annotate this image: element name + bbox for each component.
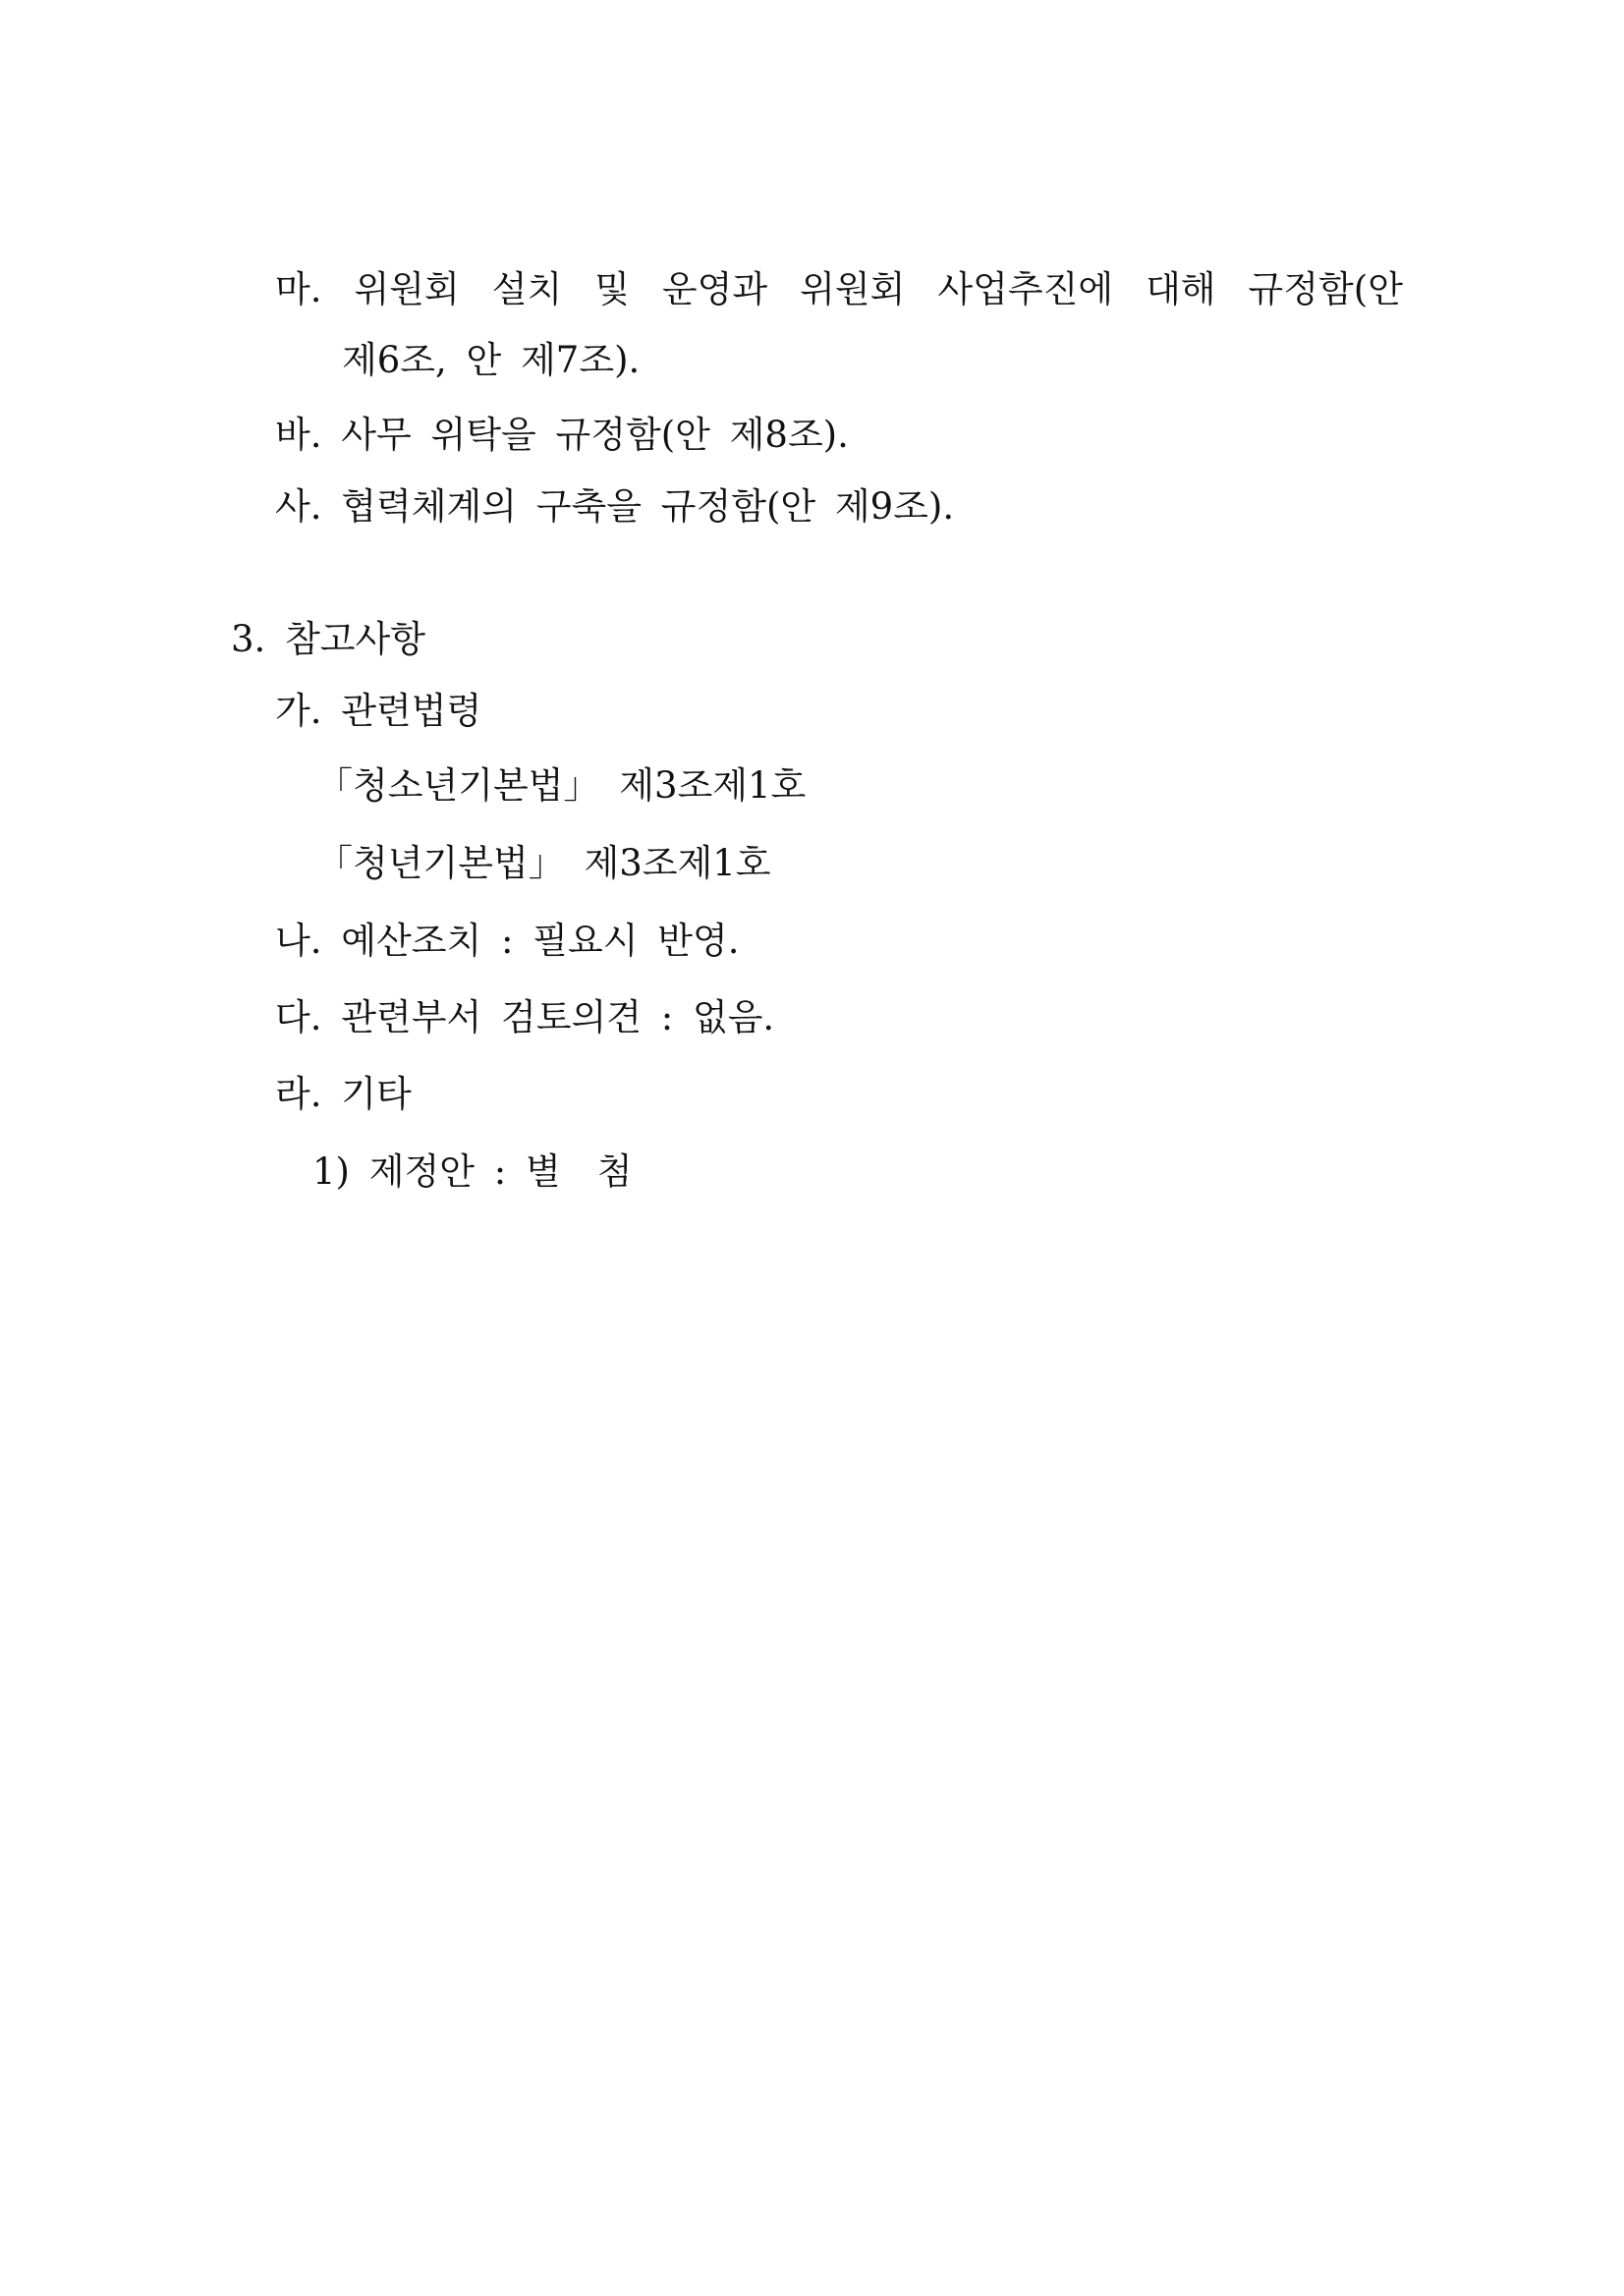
item-ma-word: 마. [275,268,322,310]
item-ma-word: 운영과 [661,268,768,310]
item-ma-word: 위원회 [800,268,906,310]
section-heading-references: 3. 참고사항 [231,618,426,660]
item-sa: 사. 협력체계의 구축을 규정함(안 제9조). [275,485,955,528]
item-na: 나. 예산조치 : 필요시 반영. [275,920,740,962]
item-da: 다. 관련부서 검토의견 : 없음. [275,996,775,1038]
item-ra: 라. 기타 [275,1073,412,1115]
item-ga: 가. 관련법령 [275,690,482,732]
item-ma-word: 사업추진에 [937,268,1114,310]
item-ma-word: 및 [594,268,630,310]
law-reference-youth: 「청소년기본법」 제3조제1호 [316,764,807,807]
item-ma-word: 규정함(안 [1248,268,1403,310]
item-ma-word: 대해 [1146,268,1216,310]
item-ma [275,268,1403,310]
item-ma-word: 설치 [491,268,563,310]
sub-item-1: 1) 제정안 : 별 첨 [312,1150,633,1193]
law-reference-young-adult: 「청년기본법」 제3조제1호 [316,842,771,884]
item-ma-continuation: 제6조, 안 제7조). [342,339,641,381]
item-ba: 바. 사무 위탁을 규정함(안 제8조). [275,414,849,456]
item-ma-word: 위원회 [354,268,460,310]
